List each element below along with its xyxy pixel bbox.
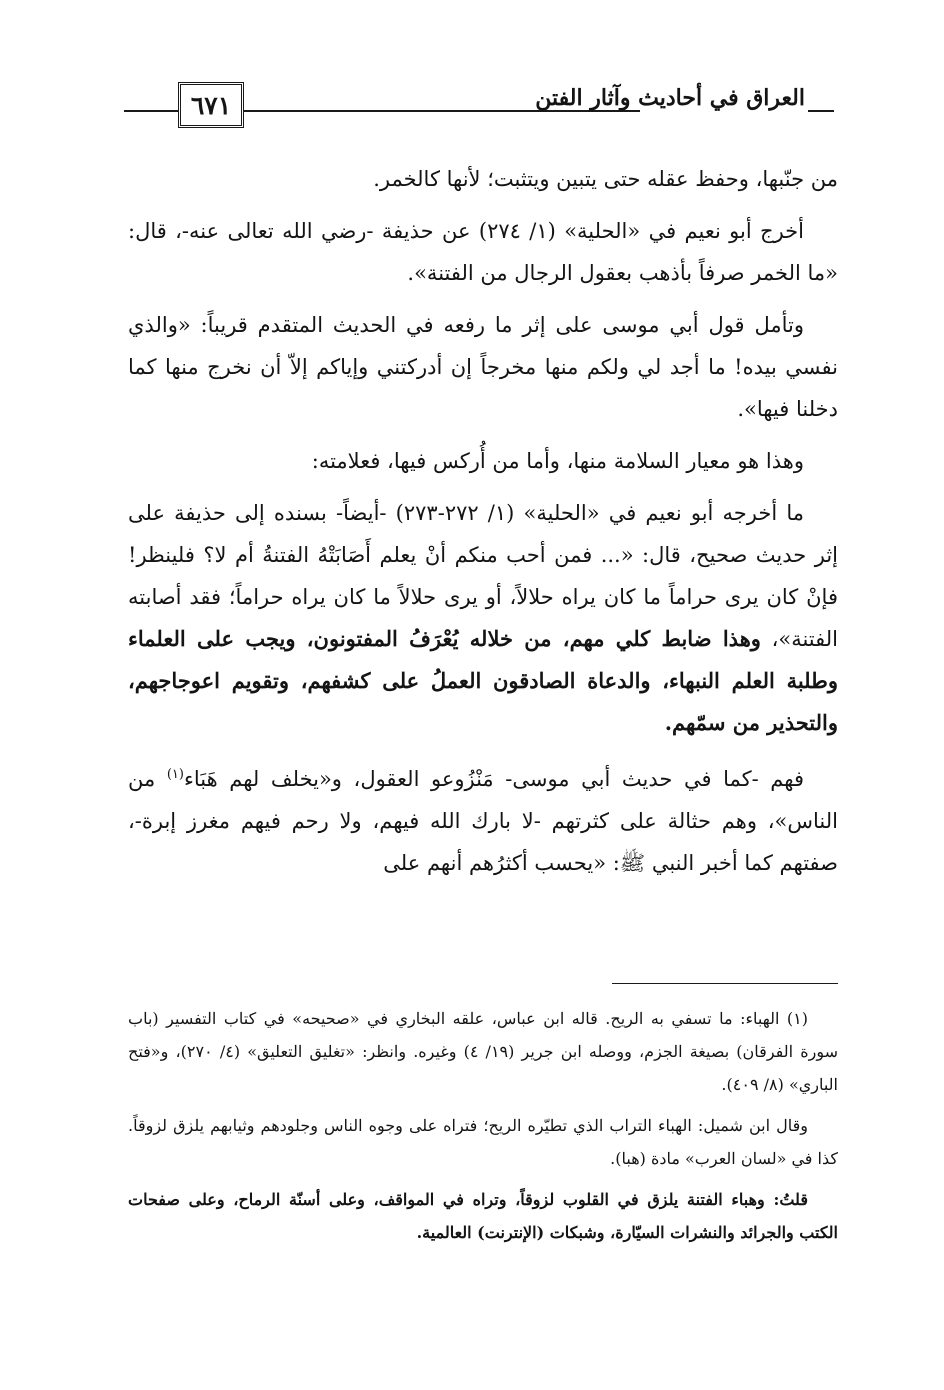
header-rule-right — [808, 110, 834, 112]
paragraph-1: من جنّبها، وحفظ عقله حتى يتبين ويتثبت؛ لأنها كالخمر. — [373, 167, 838, 191]
paragraph-6-text-start: فهم -كما في حديث أبي موسى- مَنْزُوعو العقول، و«يخلف لهم هَبَاء — [183, 767, 804, 791]
footnote-1: (١) الهباء: ما تسفي به الريح. قاله ابن عباس، علقه البخاري في «صحيحه» في كتاب التفسير (باب سورة الفرقان) بصيغة الجزم، ووصله ابن جرير (١٩/ ٤) وغيره. وانظر: «تغليق التعليق» (٤/ ٢٧٠)، و«فتح الباري» (٨/ ٤٠٩). — [128, 1009, 838, 1094]
footnotes — [128, 1002, 838, 1249]
footnote-3: قلتُ: وهباء الفتنة يلزق في القلوب لزوقاً، وتراه في المواقف، وعلى أسنّة الرماح، وعلى صفحات الكتب والجرائد والنشرات السيّارة، وشبكات (الإنترنت) العالمية. — [128, 1190, 838, 1242]
paragraph-6-text-end: من الناس»، وهم حثالة على كثرتهم -لا بارك الله فيهم، ولا رحم فيهم مغرز إبرة-، صفتهم كما أخبر النبي ﷺ: «يحسب أكثرُهم أنهم على — [128, 767, 838, 875]
paragraph-3: وتأمل قول أبي موسى على إثر ما رفعه في الحديث المتقدم قريباً: «والذي نفسي بيده! ما أجد لي ولكم منها مخرجاً إن أدركتني وإياكم إلاّ أن نخرج منها كما دخلنا فيها». — [128, 313, 838, 421]
footnote-2: وقال ابن شميل: الهباء التراب الذي تطيّره الريح؛ فتراه على وجوه الناس وجلودهم وثيابهم يلزق لزوقاً. كذا في «لسان العرب» مادة (هبا). — [128, 1116, 838, 1168]
main-text — [128, 158, 838, 884]
paragraph-5-emphasis: وهذا ضابط كلي مهم، من خلاله يُعْرَفُ المفتونون، ويجب على العلماء وطلبة العلم النبهاء، والدعاة الصادقون العملُ على كشفهم، وتقويم اعوجاجهم، والتحذير من سمّهم. — [128, 626, 838, 735]
footnote-separator — [612, 983, 838, 984]
footnote-ref-1: (١) — [166, 767, 184, 782]
page-number: ٦٧١ — [178, 82, 244, 128]
book-title: العراق في أحاديث وآثار الفتن — [535, 85, 805, 111]
paragraph-2: أخرج أبو نعيم في «الحلية» (١/ ٢٧٤) عن حذيفة -رضي الله تعالى عنه-، قال: «ما الخمر صرفاً بأذهب بعقول الرجال من الفتنة». — [128, 219, 838, 285]
header-rule-left — [124, 110, 178, 112]
paragraph-5 — [128, 492, 838, 744]
paragraph-4: وهذا هو معيار السلامة منها، وأما من أُركس فيها، فعلامته: — [311, 449, 804, 473]
paragraph-5-text: ما أخرجه أبو نعيم في «الحلية» (١/ ٢٧٢-٢٧٣) -أيضاً- بسنده إلى حذيفة على إثر حديث صحيح، قال: «... فمن أحب منكم أنْ يعلم أَصَابَتْهُ الفتنةُ أم لا؟ فلينظر! فإنْ كان يرى حراماً ما كان يراه حلالاً، أو يرى حلالاً ما كان يراه حراماً؛ فقد أصابته الفتنة»، — [128, 501, 839, 651]
paragraph-6 — [128, 754, 838, 884]
page-header — [0, 0, 944, 140]
